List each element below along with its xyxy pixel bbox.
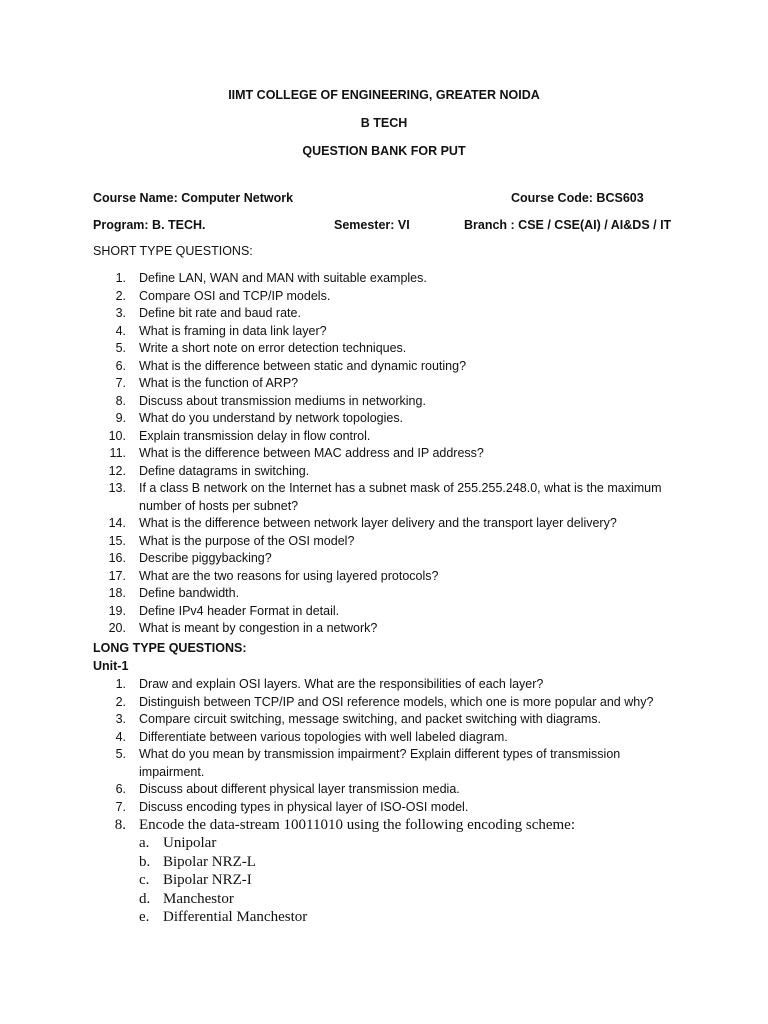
list-item xyxy=(93,694,683,712)
question-text: Discuss about transmission mediums in networking. xyxy=(139,393,426,408)
list-item xyxy=(139,853,439,872)
list-item xyxy=(93,428,683,446)
question-number: 19. xyxy=(108,603,126,618)
short-questions-list xyxy=(93,270,683,638)
encoding-options-list xyxy=(139,834,439,927)
question-number: 1. xyxy=(115,677,126,691)
list-item xyxy=(93,463,683,481)
question-number: c. xyxy=(139,872,150,888)
question-number: 4. xyxy=(115,323,126,338)
question-number: 18. xyxy=(108,586,126,600)
question-number: 5. xyxy=(115,747,126,761)
list-item xyxy=(93,603,683,621)
question-text: Encode the data-stream 10011010 using the following encoding scheme: xyxy=(139,817,575,833)
list-item xyxy=(93,676,683,694)
question-text: What is the difference between MAC address and IP address? xyxy=(139,446,484,460)
question-text: What is the purpose of the OSI model? xyxy=(139,533,355,548)
question-text: Describe piggybacking? xyxy=(139,551,272,565)
question-text: Unipolar xyxy=(163,835,217,851)
list-item xyxy=(93,816,683,835)
question-number: d. xyxy=(139,890,151,907)
course-code: Course Code: BCS603 xyxy=(511,191,644,205)
list-item xyxy=(93,746,683,781)
question-number: 5. xyxy=(115,341,126,355)
question-text: Define bandwidth. xyxy=(139,586,240,600)
degree-title: B TECH xyxy=(360,116,408,130)
list-item xyxy=(93,799,683,817)
question-number: 15. xyxy=(108,533,126,548)
question-number: 3. xyxy=(115,306,126,320)
question-text: What is the function of ARP? xyxy=(139,376,299,390)
list-item xyxy=(93,781,683,799)
question-number: b. xyxy=(139,853,151,870)
question-number: 4. xyxy=(115,729,126,744)
list-item xyxy=(93,550,683,568)
question-text: What is the difference between static and dynamic routing? xyxy=(139,358,467,373)
question-number: 8. xyxy=(114,817,126,833)
list-item xyxy=(93,729,683,747)
question-number: 10. xyxy=(108,428,126,443)
question-number: 2. xyxy=(115,694,126,709)
semester: Semester: VI xyxy=(334,218,410,232)
list-item xyxy=(93,445,683,463)
document-title: QUESTION BANK FOR PUT xyxy=(302,144,466,158)
question-text: Define datagrams in switching. xyxy=(139,463,310,478)
question-text: Define bit rate and baud rate. xyxy=(139,306,301,320)
course-name: Course Name: Computer Network xyxy=(93,191,294,205)
question-number: 13. xyxy=(108,481,126,495)
question-text: Compare OSI and TCP/IP models. xyxy=(139,288,331,303)
list-item xyxy=(139,890,439,909)
question-text: What are the two reasons for using layered protocols? xyxy=(139,568,439,583)
question-text: What is framing in data link layer? xyxy=(139,323,327,338)
question-text: What is the difference between network layer delivery and the transport layer delivery? xyxy=(139,516,617,530)
question-number: 2. xyxy=(115,288,126,303)
question-number: 8. xyxy=(115,393,126,408)
question-text: Discuss encoding types in physical layer of ISO-OSI model. xyxy=(139,799,469,814)
question-number: 12. xyxy=(108,463,126,478)
short-questions-heading: SHORT TYPE QUESTIONS: xyxy=(93,244,253,258)
question-text: Write a short note on error detection techniques. xyxy=(139,341,407,355)
list-item xyxy=(93,515,683,533)
unit-heading: Unit-1 xyxy=(93,659,129,673)
list-item xyxy=(93,480,683,515)
list-item xyxy=(139,908,439,927)
list-item xyxy=(93,533,683,551)
question-number: 11. xyxy=(109,446,126,460)
question-number: 14. xyxy=(108,516,126,530)
list-item xyxy=(139,871,439,890)
question-text: Draw and explain OSI layers. What are the responsibilities of each layer? xyxy=(139,677,544,691)
question-text: If a class B network on the Internet has a subnet mask of 255.255.248.0, what is the maximum number of hosts per subnet? xyxy=(139,481,662,513)
question-text: Bipolar NRZ-L xyxy=(163,853,256,870)
question-text: Explain transmission delay in flow control. xyxy=(139,428,371,443)
branch: Branch : CSE / CSE(AI) / AI&DS / IT xyxy=(464,218,672,232)
list-item xyxy=(93,323,683,341)
list-item xyxy=(93,410,683,428)
question-number: 3. xyxy=(115,712,126,726)
list-item xyxy=(93,375,683,393)
list-item xyxy=(93,288,683,306)
list-item xyxy=(93,305,683,323)
list-item xyxy=(93,340,683,358)
college-title: IIMT COLLEGE OF ENGINEERING, GREATER NOIDA xyxy=(228,88,540,102)
question-number: 20. xyxy=(108,621,126,635)
list-item xyxy=(93,393,683,411)
question-number: a. xyxy=(139,835,150,851)
list-item xyxy=(93,568,683,586)
question-number: 1. xyxy=(115,271,126,285)
question-number: 16. xyxy=(108,551,126,565)
list-item xyxy=(93,270,683,288)
list-item xyxy=(139,834,439,853)
list-item xyxy=(93,358,683,376)
list-item xyxy=(93,711,683,729)
question-text: What is meant by congestion in a network? xyxy=(139,621,378,635)
question-text: Discuss about different physical layer transmission media. xyxy=(139,782,460,796)
question-text: Distinguish between TCP/IP and OSI reference models, which one is more popular and why? xyxy=(139,694,654,709)
question-text: What do you mean by transmission impairment? Explain different types of transmission impairment. xyxy=(139,747,621,779)
program: Program: B. TECH. xyxy=(93,218,206,232)
list-item xyxy=(93,585,683,603)
question-number: 7. xyxy=(115,799,126,814)
question-text: Define LAN, WAN and MAN with suitable examples. xyxy=(139,271,427,285)
long-questions-list xyxy=(93,676,683,816)
question-text: Differential Manchestor xyxy=(163,909,308,925)
question-text: Bipolar NRZ-I xyxy=(163,872,252,888)
question-text: Define IPv4 header Format in detail. xyxy=(139,603,340,618)
question-text: Manchestor xyxy=(163,890,234,907)
question-number: e. xyxy=(139,909,150,925)
long-questions-heading: LONG TYPE QUESTIONS: xyxy=(93,641,247,655)
long-question-8 xyxy=(93,816,683,835)
question-text: Compare circuit switching, message switching, and packet switching with diagrams. xyxy=(139,712,601,726)
list-item xyxy=(93,620,683,638)
question-number: 17. xyxy=(108,568,126,583)
question-number: 7. xyxy=(115,376,126,390)
question-number: 9. xyxy=(115,411,126,425)
question-number: 6. xyxy=(115,782,126,796)
question-text: Differentiate between various topologies with well labeled diagram. xyxy=(139,729,508,744)
question-text: What do you understand by network topologies. xyxy=(139,411,404,425)
question-number: 6. xyxy=(115,358,126,373)
